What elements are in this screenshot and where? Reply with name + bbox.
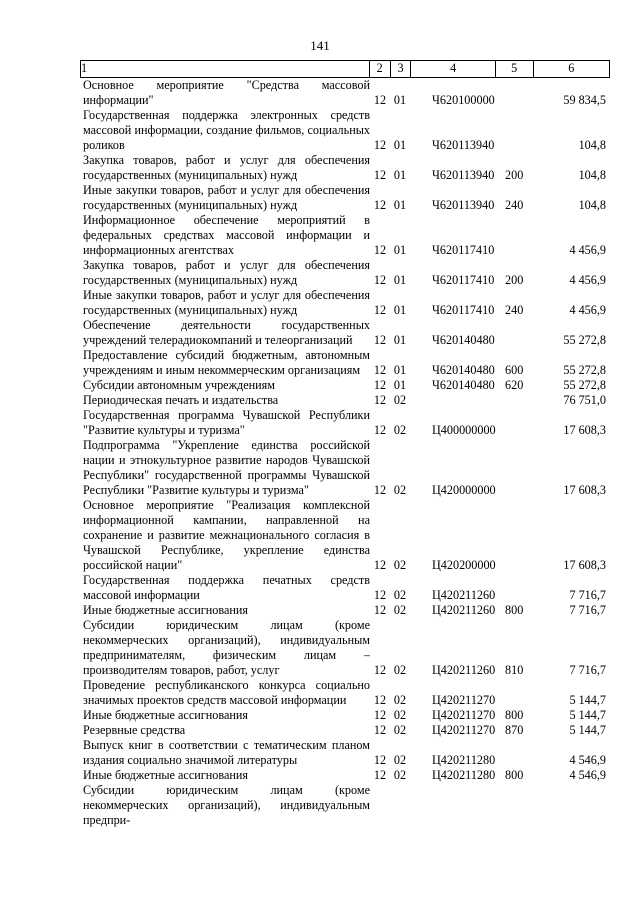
row-target-code: Ч620140480 <box>432 333 495 347</box>
row-section: 12 <box>373 138 387 152</box>
row-name: Резервные средства <box>83 723 186 737</box>
row-subsection: 02 <box>393 603 407 617</box>
row-section: 12 <box>373 168 387 182</box>
row-expense-type: 200 <box>505 168 524 182</box>
row-name: Проведение республиканского конкурса социально значимых проектов средств массовой информации <box>83 678 370 707</box>
row-expense-type: 240 <box>505 303 524 317</box>
row-amount: 17 608,3 <box>563 483 606 497</box>
row-subsection: 02 <box>393 693 407 707</box>
table-row <box>80 258 610 288</box>
row-name: Иные бюджетные ассигнования <box>83 768 249 782</box>
table-row <box>80 393 610 408</box>
row-name: Обеспечение деятельности государственных учреждений телерадиокомпаний и телеорганизаций <box>83 318 370 347</box>
row-subsection: 02 <box>393 723 407 737</box>
row-target-code: Ч620117410 <box>432 273 495 287</box>
row-name: Государственная поддержка электронных средств массовой информации, создание фильмов, социальных роликов <box>83 108 370 152</box>
row-amount: 17 608,3 <box>563 558 606 572</box>
row-target-code: Ц420211270 <box>432 708 496 722</box>
row-target-code: Ч620113940 <box>432 168 495 182</box>
row-name: Иные закупки товаров, работ и услуг для обеспечения государственных (муниципальных) нужд <box>83 288 370 317</box>
row-subsection: 02 <box>393 393 407 407</box>
row-section: 12 <box>373 273 387 287</box>
row-target-code: Ц420211260 <box>432 663 496 677</box>
row-name: Подпрограмма "Укрепление единства российской нации и этнокультурное развитие народов Чувашской Республики" государственной программы Чувашской Республики "Развитие культуры и туризма" <box>83 438 370 497</box>
table-row <box>80 408 610 438</box>
row-target-code: Ц400000000 <box>432 423 496 437</box>
row-section: 12 <box>373 483 387 497</box>
header-col-3: 3 <box>390 61 411 77</box>
row-subsection: 01 <box>393 168 407 182</box>
row-name: Субсидии юридическим лицам (кроме некоммерческих организаций), индивидуальным предпринимателям, физическим лицам – производителям товаров, работ, услуг <box>83 618 370 677</box>
table-row <box>80 708 610 723</box>
header-col-2: 2 <box>369 61 390 77</box>
table-row <box>80 738 610 768</box>
row-section: 12 <box>373 363 387 377</box>
row-name: Иные бюджетные ассигнования <box>83 708 249 722</box>
row-name: Иные закупки товаров, работ и услуг для обеспечения государственных (муниципальных) нужд <box>83 183 370 212</box>
row-amount: 59 834,5 <box>563 93 606 107</box>
row-name: Основное мероприятие "Реализация комплексной информационной кампании, направленной на сохранение и развитие межнационального согласия в Чувашской Республике, укрепление единства российской нации" <box>83 498 370 572</box>
row-name: Государственная поддержка печатных средств массовой информации <box>83 573 370 602</box>
header-col-5: 5 <box>495 61 533 77</box>
row-subsection: 01 <box>393 378 407 392</box>
row-section: 12 <box>373 423 387 437</box>
row-target-code: Ч620113940 <box>432 198 495 212</box>
row-subsection: 02 <box>393 708 407 722</box>
row-subsection: 02 <box>393 558 407 572</box>
row-subsection: 01 <box>393 243 407 257</box>
row-amount: 4 546,9 <box>569 753 606 767</box>
row-amount: 5 144,7 <box>569 693 606 707</box>
table-row <box>80 783 610 828</box>
row-amount: 4 546,9 <box>569 768 606 782</box>
row-section: 12 <box>373 768 387 782</box>
row-subsection: 02 <box>393 768 407 782</box>
table-row <box>80 318 610 348</box>
table-row <box>80 723 610 738</box>
table-row <box>80 618 610 678</box>
row-amount: 4 456,9 <box>569 273 606 287</box>
row-amount: 17 608,3 <box>563 423 606 437</box>
row-target-code: Ц420211260 <box>432 588 496 602</box>
row-target-code: Ч620140480 <box>432 378 495 392</box>
header-col-6: 6 <box>533 61 609 77</box>
table-row <box>80 348 610 378</box>
row-target-code: Ц420000000 <box>432 483 496 497</box>
row-name: Закупка товаров, работ и услуг для обеспечения государственных (муниципальных) нужд <box>83 153 370 182</box>
table-row <box>80 288 610 318</box>
row-amount: 7 716,7 <box>569 603 606 617</box>
row-name: Предоставление субсидий бюджетным, автономным учреждениям и иным некоммерческим организациям <box>83 348 370 377</box>
row-amount: 104,8 <box>578 168 606 182</box>
table-row <box>80 678 610 708</box>
row-target-code: Ч620140480 <box>432 363 495 377</box>
row-name: Выпуск книг в соответствии с тематическим планом издания социально значимой литературы <box>83 738 370 767</box>
row-subsection: 02 <box>393 483 407 497</box>
row-section: 12 <box>373 588 387 602</box>
table-row <box>80 183 610 213</box>
row-amount: 55 272,8 <box>563 378 606 392</box>
row-subsection: 02 <box>393 753 407 767</box>
row-amount: 76 751,0 <box>563 393 606 407</box>
row-subsection: 01 <box>393 198 407 212</box>
row-subsection: 01 <box>393 303 407 317</box>
row-subsection: 01 <box>393 138 407 152</box>
row-target-code: Ч620100000 <box>432 93 495 107</box>
row-amount: 104,8 <box>578 198 606 212</box>
table-row <box>80 78 610 108</box>
row-name: Государственная программа Чувашской Республики "Развитие культуры и туризма" <box>83 408 370 437</box>
row-section: 12 <box>373 243 387 257</box>
row-section: 12 <box>373 663 387 677</box>
row-expense-type: 240 <box>505 198 524 212</box>
row-name: Субсидии автономным учреждениям <box>83 378 275 392</box>
row-target-code: Ц420211260 <box>432 603 496 617</box>
row-section: 12 <box>373 693 387 707</box>
row-target-code: Ц420211280 <box>432 753 496 767</box>
table-row <box>80 108 610 153</box>
row-target-code: Ц420211280 <box>432 768 496 782</box>
row-amount: 7 716,7 <box>569 663 606 677</box>
row-amount: 4 456,9 <box>569 303 606 317</box>
row-target-code: Ц420200000 <box>432 558 496 572</box>
table-row <box>80 603 610 618</box>
row-expense-type: 800 <box>505 708 524 722</box>
row-subsection: 01 <box>393 363 407 377</box>
header-col-4: 4 <box>410 61 494 77</box>
row-expense-type: 800 <box>505 603 524 617</box>
row-expense-type: 620 <box>505 378 524 392</box>
table-body <box>80 78 610 828</box>
row-subsection: 02 <box>393 588 407 602</box>
row-subsection: 02 <box>393 663 407 677</box>
row-subsection: 01 <box>393 93 407 107</box>
row-section: 12 <box>373 393 387 407</box>
header-col-1: 1 <box>81 61 88 75</box>
row-expense-type: 810 <box>505 663 524 677</box>
row-name: Иные бюджетные ассигнования <box>83 603 249 617</box>
row-subsection: 01 <box>393 273 407 287</box>
row-amount: 55 272,8 <box>563 333 606 347</box>
row-target-code: Ч620117410 <box>432 243 495 257</box>
table-row <box>80 573 610 603</box>
row-name: Периодическая печать и издательства <box>83 393 279 407</box>
row-section: 12 <box>373 93 387 107</box>
table-row <box>80 498 610 573</box>
table-row <box>80 213 610 258</box>
row-expense-type: 870 <box>505 723 524 737</box>
row-subsection: 02 <box>393 423 407 437</box>
row-expense-type: 600 <box>505 363 524 377</box>
row-target-code: Ц420211270 <box>432 693 496 707</box>
row-target-code: Ч620117410 <box>432 303 495 317</box>
row-section: 12 <box>373 558 387 572</box>
row-section: 12 <box>373 603 387 617</box>
table-row <box>80 768 610 783</box>
row-expense-type: 200 <box>505 273 524 287</box>
table-row <box>80 153 610 183</box>
table-row <box>80 378 610 393</box>
row-name: Основное мероприятие "Средства массовой информации" <box>83 78 370 107</box>
table-header <box>80 60 610 78</box>
row-section: 12 <box>373 198 387 212</box>
row-name: Субсидии юридическим лицам (кроме некоммерческих организаций), индивидуальным предпри- <box>83 783 370 827</box>
row-section: 12 <box>373 723 387 737</box>
row-amount: 5 144,7 <box>569 723 606 737</box>
row-target-code: Ч620113940 <box>432 138 495 152</box>
page-number: 141 <box>310 38 330 53</box>
row-amount: 7 716,7 <box>569 588 606 602</box>
table-row <box>80 438 610 498</box>
row-name: Закупка товаров, работ и услуг для обеспечения государственных (муниципальных) нужд <box>83 258 370 287</box>
row-name: Информационное обеспечение мероприятий в федеральных средствах массовой информации и информационных агентствах <box>83 213 370 257</box>
row-amount: 104,8 <box>578 138 606 152</box>
row-section: 12 <box>373 333 387 347</box>
row-subsection: 01 <box>393 333 407 347</box>
row-section: 12 <box>373 708 387 722</box>
row-amount: 55 272,8 <box>563 363 606 377</box>
row-expense-type: 800 <box>505 768 524 782</box>
row-section: 12 <box>373 753 387 767</box>
budget-table <box>80 60 610 828</box>
row-amount: 4 456,9 <box>569 243 606 257</box>
row-target-code: Ц420211270 <box>432 723 496 737</box>
row-section: 12 <box>373 378 387 392</box>
row-section: 12 <box>373 303 387 317</box>
row-amount: 5 144,7 <box>569 708 606 722</box>
